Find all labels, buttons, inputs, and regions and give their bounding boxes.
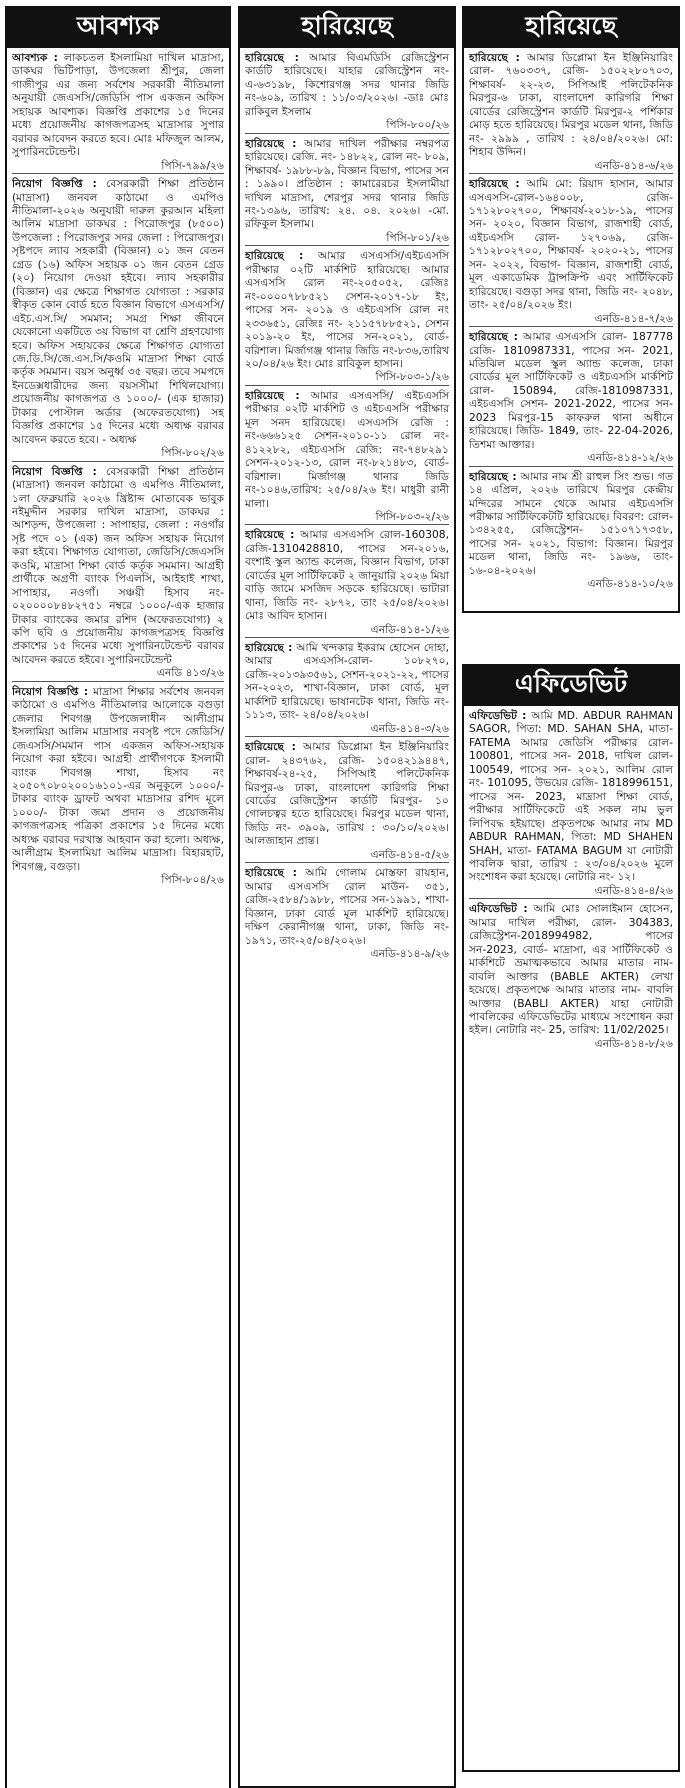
classified-ad [12,51,224,177]
ad-code: পিসি-৭৯৯/২৬ [12,159,224,174]
classified-ad [469,330,673,470]
column-lost-and-affidavit [462,6,680,1772]
ad-text: আমার ডিপ্লোমা ইন ইঞ্জিনিয়ারিং রোল- ২৪৩৭৬২, রেজি- ১৫০৪২১৯৪৪৭, শিক্ষাবর্ষ-২৪-২৫, সিপিআই পলিটেকনিক মিরপুর-৬ ঢাকা, বাংলাদেশ কারিগরি শিক্ষা বোর্ডের রেজিস্ট্রেশন কার্ডটি মিরপুর- ১০ গোলচত্বর হতে হারিয়েছে। মিরপুর মডেল থানা, জিডি নং- ৩৯০৯, তারিখ : ৩০/১০/২০২৬। আলজাহান প্রান্ত। [245,740,449,848]
ad-code: এনডি-৪১৪-৯/২৬ [370,947,449,960]
ad-lead: নিয়োগ বিজ্ঞপ্তি : [12,684,89,698]
classified-ad [245,389,449,529]
column-wanted [5,6,231,1788]
ad-code: এনডি ৪১৩/২৬ [12,666,224,681]
ad-text: আমি মোঃ সোলাইমান হোসেন, আমার দাখিল পরীক্ষা, রোল- 304383, রেজিস্ট্রেশন-2018994982, পাসের সন-2023, বোর্ড- মাদ্রাসা, এর সার্টিফিকেট ও মার্কশিটে ভ্রমাত্মকভাবে আমার মাতার নাম- বাবলি আক্তার (BABLE AKTER) লেখা হয়েছে। প্রকৃতপক্ষে আমার মাতার নাম- বাবলি আক্তার (BABLI AKTER) যাহা নোটারী পাবলিকের এফিডেভিটের মাধ্যমে সংশোধন করা হইল। নোটারি নং- 25, তারিখ: 11/02/2025। [469,902,673,1037]
ad-code: পিসি-৮০০/২৬ [245,118,449,133]
ad-text: আমি মো: রিয়াদ হাসান, আমার এসএসসি-রোল-১৬৪০০৮, রেজি- ১৭১২৮০২৭০০, শিক্ষাবর্ষ-২০১৮-১৯, পাসের সন- ২০২০, বিজ্ঞান বিভাগ, রাজশাহী বোর্ড, এইচএসসি রোল- ১২৭০৬৯, রেজি- ১৭১২৮০২৭০০, শিক্ষাবর্ষ- ২০২০-২১, পাসের সন- ২০২২, বিভাগ- বিজ্ঞান, রাজশাহী বোর্ড, মূল একাডেমিক ট্রান্সক্রিপ্ট এবং সার্টিফিকেট হারিয়েছে। বগুড়া সদর থানা, জিডি নং- ২০৪৮, তাং- ২৫/০৪/২০২৬ ইং। [469,177,673,312]
classified-ad [245,641,449,740]
ad-text: মাদ্রাসা শিক্ষার সর্বশেষ জনবল কাঠামো ও এমপিও নীতিমালার আলোকে বগুড়া জেলার শিবগঞ্জ উপজেলাধীন আলীগ্রাম ইসলামিয়া আলিম মাদ্রাসার নবসৃষ্ট পদে জেডিসি/জেএসসি/সমমান পাস একজন অফিস-সহায়ক নিয়োগ করা হইবে। আগ্রহী প্রার্থীগণকে ইসলামী ব্যাংক শিবগঞ্জ শাখা, হিসাব নং ২০৫০৭০৮০২০০১৬১০১-এর অনুকূলে ১০০০/- টাকার ব্যাংক ড্রাফট অথবা মাদ্রাসার রশিদ মূলে ১০০০/- টাকা জমা প্রদান ও প্রয়োজনীয় কাগজপত্রসহ পত্রিকা প্রকাশের ১৫ দিনের মধ্যে অধ্যক্ষ বরাবর দরখাস্ত আহবান করা হলো। অধ্যক্ষ, আলীগ্রাম ইসলামিয়া আলিম মাদ্রাসা। বিহারহাট, শিবগঞ্জ, বগুড়া। [12,684,224,873]
ad-lead: হারিয়েছে : [245,528,295,542]
ad-lead: হারিয়েছে : [245,740,296,754]
classified-ad [469,470,673,592]
ad-text: আমি গোলাম মোস্তফা রায়হান, আমার এসএসসি রোল মাউন- ৩৫১, রেজি-২৫৮৪/১৯৮৮, পাসের সন-১৯৯১, শাখা- বিজ্ঞান, ঢাকা বোর্ড মূল মার্কশিট হারিয়েছে। দক্ষিণ কেরানীগঞ্জ থানা, ঢাকা, জিডি নং- ১৯৭১, তাং-২৫/০৪/২০২৬। [245,866,449,947]
classified-ad [245,866,449,961]
ads-box-lost-2 [462,48,680,613]
classified-ad [12,177,224,465]
classified-ad [12,465,224,685]
ad-code: পিসি-৮০৩-২/২৬ [245,510,449,525]
ad-code: এনডি-৪১৪-৩/২৬ [245,722,449,737]
ad-lead: হারিয়েছে : [245,866,297,880]
ad-lead: নিয়োগ বিজ্ঞপ্তি : [12,464,97,478]
ad-lead: এফিডেভিট : [469,902,528,916]
ad-lead: হারিয়েছে : [245,388,300,402]
ad-lead: হারিয়েছে : [469,330,518,344]
ad-code: এনডি-৪১৪-৬/২৬ [469,159,673,174]
ad-code: পিসি-৮০২/২৬ [12,446,224,461]
ad-lead: হারিয়েছে : [245,51,299,64]
ad-code: এনডি-৪১৪-৮/২৬ [594,1036,673,1050]
ad-lead: নিয়োগ বিজ্ঞপ্তি : [12,177,97,191]
ad-code: পিসি-৮০৪/২৬ [161,873,224,887]
classified-ad [469,51,673,177]
ad-text: আমার এসএসসি/এইচএসসি পরীক্ষার ০২টি মার্কশিট হারিয়েছে। আমার এসএসসি রোল নং-২০৫০৫২, রেজিঃ নং-০০০০৭৮৮৫২১ সেশন-২০১৭-১৮ ইং, পাসের সন- ২০১৯ ও এইচএসসি রোল নং ২৩৩৬৫১, রেজিঃ নং- ২১১৫৭৮৮৫২১, সেশন ২০১৯-২০ ইং, পাসের সন-২০২১, বোর্ড- বরিশাল। মির্জাগঞ্জ থানার জিডি নং-৮৩৬,তারিখ ২০/০৪/২৬ ইং। মোঃ রাবিকুল হাসান। [245,249,449,370]
ad-code: এনডি-৪১৪-৪/২৬ [469,884,673,899]
classified-ad [12,685,224,888]
ad-text: বেসরকারী শিক্ষা প্রতিষ্ঠান (মাদ্রাসা) জনবল কাঠামো ও এমপিও নীতিমালা, ১লা ফেব্রুয়ারি ২০২৬ খ্রিষ্টাব্দ মোতাবেক ভাবুক নইমুদ্দীন সরকার দাখিল মাদ্রাসা, ডাকঘর : আশড়ন্দ, উপজেলা : সাপাহার, জেলা : নওগাঁর সৃষ্ট পদে ০১ (এক) জন অফিস সহায়ক নিয়োগ করা হইবে। শিক্ষাগত যোগ্যতা, জেডিসি/জেএসসি কওমি, মাদ্রাসা শিক্ষা বোর্ড কর্তৃক সমমান। আগ্রহী প্রার্থীকে অগ্রণী ব্যাংক পিএলসি, আইহাই শাখা, সাপাহার, নওগাঁ। সঞ্চয়ী হিসাব নং- ০২০০০০৮৪৮২৭৫১ নম্বরে ১০০০/-এক হাজার টাকার ব্যাংকের জমার রশিদ (অফেরতযোগ্য) ২ কপি ছবি ও প্রয়োজনীয় কাগজপত্রসহ বিজ্ঞপ্তি প্রকাশের ১৫ দিনের মধ্যে সুপারিনটেন্ডেন্ট বরাবর আবেদন করতে হইবে। সুপারিনটেন্ডেন্ট [12,464,224,666]
classified-ad [245,528,449,641]
ad-text: আমি MD. ABDUR RAHMAN SAGOR, পিতা: MD. SAHAN SHA, মাতা- FATEMA আমার জেডিসি পরীক্ষার রোল- 100801, পাসের সন- 2018, দাখিল রোল- 100549, পাসের সন- ২০২১, আলিম রোল নং- 101095, উভয়ের রেজি- 1818996151, পাসের সন- 2023, মাদ্রাসা শিক্ষা বোর্ড, পরীক্ষার সার্টিফিকেটে এই সকল নাম ভুল লিপিবদ্ধ হইয়াছে। প্রকৃতপক্ষে আমার নাম MD ABDUR RAHMAN, পিতা: MD SHAHEN SHAH, মাতা- FATAMA BAGUM যা নোটারী পাবলিক দ্বারা, তারিখ : ২৩/০৪/২০২৬ মুলে সংশোধন করা হয়েছে। নোটারি নং- ১২। [469,709,673,884]
ads-box-wanted [5,48,231,1788]
ad-text: আমার এসএসসি রোল-160308, রেজি-1310428810, পাসের সন-২০১৬, বংশাই স্কুল অ্যান্ড কলেজ, বিজ্ঞান বিভাগ, ঢাকা বোর্ডের মূল সার্টিফিকেট ২ জানুয়ারি ২০২৬ মিয়া বাড়ি জামে মসজিদ সড়কে হারিয়েছে। ভাটারা থানা, জিডি নং- ২৮৭২, তাং ২৫/০৪/২০২৬। মোঃ আবিদ হাসান। [245,528,449,623]
ad-code: পিসি-৮০১/২৬ [245,231,449,246]
ad-lead: হারিয়েছে : [245,641,293,655]
ad-lead: আবশ্যক : [12,51,58,64]
ad-code: এনডি-৪১৪-৭/২৬ [469,312,673,327]
ad-text: লাকচতল ইসলামিয়া দাখিল মাদ্রাসা, ডাকঘর ভিটিপাড়া, উপজেলা শ্রীপুর, জেলা গাজীপুর এর জন্য সর্বশেষ সরকারী নীতিমালা অনুযায়ী জেএসসি/জেডিসি পাস একজন অফিস সহায়ক আবশ্যক। বিজ্ঞপ্তি প্রকাশের ১৫ দিনের মধ্যে প্রয়োজনীয় কাগজপত্রসহ মাদ্রাসার সুপার বরাবর আবেদন করতে হবে। মোঃ মফিজুল আলম, সুপারিনটেন্ডেন্ট। [12,51,224,159]
ad-text: আমার দাখিল পরীক্ষার নম্বরপত্র হারিয়েছে। রেজি. নং- ১৪৮২২, রোল নং- ৮০৯, শিক্ষাবর্ষ- ১৯৮৮-৮৯, বিজ্ঞান বিভাগ, পাসের সন : ১৯৯০। প্রতিষ্ঠান : কামারেরচর ইসলামীয়া দাখিল মাদ্রাসা, শেরপুর সদর থানার জিডি নং-১৩৯৬, তারিখ: ২৪. ০৪. ২০২৬। -মো. রফিকুল ইসলাম। [245,136,449,231]
ad-lead: হারিয়েছে : [469,177,520,191]
ad-text: বেসরকারী শিক্ষা প্রতিষ্ঠান (মাদ্রাসা) জনবল কাঠামো ও এমপিও নীতিমালা-২০২৬ অনুযায়ী দারুল কুরআন মহিলা আলিম মাদ্রাসা ডাকঘর : পিরোজপুর (৮৫০০) উপজেলা : পিরোজপুর সদর জেলা : পিরোজপুর। সৃষ্টপদে ল্যাব সহকারী (বিজ্ঞান) ০১ জন বেতন গ্রেড (১৬) অফিস সহায়ক ০১ জন বেতন গ্রেড (২০) নিয়োগ দেওয়া হইবে। ল্যাব সহকারীর (বিজ্ঞান) এর ক্ষেত্রে শিক্ষাগত যোগ্যতা : সরকার স্বীকৃত কোন বোর্ড হতে বিজ্ঞান বিভাগে এসএসসি/ এইচ.এস.সি/ সমমান; সমগ্র শিক্ষা জীবনে যেকোনো একটিতে ৩য় বিভাগ বা শ্রেণি গ্রহণযোগ্য হবে। অফিস সহায়কের ক্ষেত্রে শিক্ষাগত যোগ্যতা জে.ডি.সি/জে.এস.সি/কওমি মাদ্রাসা শিক্ষা বোর্ড কর্তৃক সমমান। বয়স অনুর্ধ্ব ৩৫ বছর। তবে সমপদে ইনডেক্সধারীদের জন্য বয়সসীমা শিথিলযোগ্য। প্রয়োজনীয় কাগজপত্র ও ১০০০/- (এক হাজার) টাকার পোস্টাল অর্ডার (অফেরতযোগ্য) সহ বিজ্ঞপ্তি প্রকাশের ১৫ দিনের মধ্যে অধ্যক্ষ বরাবর আবেদন করতে হবে। - অধ্যক্ষ [12,177,224,446]
ad-lead: হারিয়েছে : [469,469,517,483]
ads-box-affidavit [462,706,680,1772]
ads-box-lost [238,48,456,1788]
ad-text: আমার এসএসসি/ এইচএসসি পরীক্ষার ০২টি মার্কশিট ও এইচএসসি পরীক্ষার মূল সনদ হারিয়েছে। এসএসসি রেজি : নং-৬৬৬১২৫ সেশন-২০১০-১১ রোল নং- ৪১২২৮২, এইচএসসি রেজি: নং-৭৪৮২৯১ সেশন-২০১২-১৩, রোল নং-৮২১৪৮৩, বোর্ড-বরিশাল। মির্জাগঞ্জ থানার জিডি নং-১০৪৬,তারিখ: ২৫/০৪/২৬ ইং। মাধুরী রানী মালা। [245,388,449,510]
classified-ad [245,740,449,866]
classified-ad [245,249,449,389]
ad-text: আমার নাম শ্রী রাহুল সিং শুভ। গত ১৪ এপ্রিল, ২০২৬ তারিখে মিরপুর কেন্দ্রীয় মন্দিরের সামনে থেকে আমার এইচএসসি পরীক্ষার সার্টিফিকেটটি হারিয়েছে। বিবরণ: রোল- ১৩৪২৫৫, রেজিস্ট্রেশন- ১৫১০৭১৭৩৫৮, পাসের সন- ২০২১, বিভাগ: বিজ্ঞান। মিরপুর মডেল থানা, জিডি নং- ১৯৬৬, তাং- ১৬-০৪-২০২৬। [469,469,673,577]
ad-text: আমার এসএসসি রোল- 187778 রেজি- 1810987331, পাসের সন- 2021, মতিঝিল মডেল স্কুল অ্যান্ড কলেজ, ঢাকা বোর্ডের মূল সার্টিফিকেট ও এইচএসসি মার্কশিট রোল- 150894, রেজি-1810987331, এইচএসসি সেশন- 2021-2022, পাসের সন- 2023 মিরপুর-15 কাফরুল থানা অধীনে হারিয়েছে। জিডি- 1849, তাং- 22-04-2026, তিশমা আক্তার। [469,330,673,451]
ad-text: আমার বিএমডিসি রেজিস্ট্রেশন কার্ডটি হারিয়েছে। যাহার রেজিস্ট্রেশন নং- এ-৬৩১৯৮, কিশোরগঞ্জ সদর থানার জিডি নং-৬০৯, তারিখ : ১১/০৩/২০২৬। -ডাঃ মোঃ রাকিবুল ইসলাম [245,51,449,118]
section-header-affidavit: এফিডেভিট [462,664,680,706]
section-header-wanted: আবশ্যক [5,6,231,48]
section-header-lost: হারিয়েছে [238,6,456,48]
classified-ad [469,902,673,1051]
classified-ad [469,709,673,902]
ad-code: এনডি-৪১৪-১/২৬ [245,623,449,638]
ad-lead: হারিয়েছে : [245,249,304,263]
classified-ad [245,137,449,250]
ad-code: এনডি-৪১৪-১০/২৬ [587,577,673,591]
ad-lead: হারিয়েছে : [245,136,297,150]
ad-text: আমি খন্দকার ইকরাম হোসেন দোহা, আমার এসএসসি-রোল- ১০৮২৭০, রেজি-২০১৩৯৩৫৬১, সেশন-২০২১-২২, পাসের সন-২০২৩, শাখা-বিজ্ঞান, ঢাকা বোর্ড, মূল মার্কশিট হারিয়েছে। ভাষানটেক থানা, জিডি নং- ১১১৩, তাং- ২৪/০৪/২০২৬। [245,641,449,722]
ad-code: পিসি-৮০৩-১/২৬ [245,370,449,385]
ad-code: এনডি-৪১৪-১২/২৬ [469,451,673,466]
ad-text: আমার ডিপ্লোমা ইন ইঞ্জিনিয়ারিং রোল- ৭৬০৩৩৭, রেজি- ১৫০২২৮০৭০৩, শিক্ষাবর্ষ- ২২-২৩, সিপিআই পলিটেকনিক মিরপুর-৬ ঢাকা, বাংলাদেশ কারিগরি শিক্ষা বোর্ডের রেজিস্ট্রেশন কার্ডটি মিরপুর-২ পর্শিকার মোড় হতে হারিয়েছে। মিরপুর মডেল থানা, জিডি নং- ২৯৯৯ , তারিখ : ২৪/০৪/২০২৬। মো: শিহাব উদ্দিন। [469,51,673,159]
section-header-lost-2: হারিয়েছে [462,6,680,48]
ad-code: এনডি-৪১৪-৫/২৬ [245,848,449,863]
column-lost [238,6,456,1788]
ad-lead: হারিয়েছে : [469,51,520,64]
classified-ad [469,177,673,330]
ad-lead: এফিডেভিট : [469,709,527,722]
classified-ad [245,51,449,137]
